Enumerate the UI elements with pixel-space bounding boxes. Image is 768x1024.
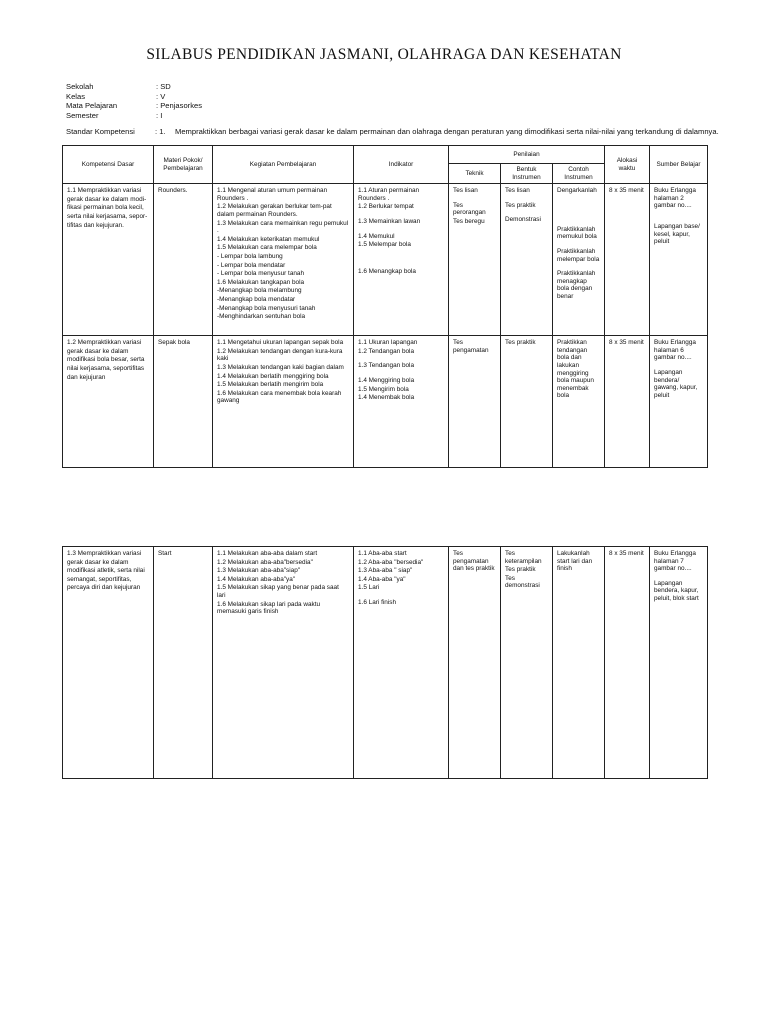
cell-line: 1.1 Aturan permainan Rounders . <box>358 187 420 202</box>
cell-alokasi <box>605 336 650 468</box>
cell-indikator <box>354 336 449 468</box>
cell-line: 1.3 Melakukan tendangan kaki bagian dalam <box>217 363 344 371</box>
cell-line: fikasi permainan bola kecil, <box>67 204 144 212</box>
info-label: Semester <box>66 110 99 120</box>
page-title: SILABUS PENDIDIKAN JASMANI, OLAHRAGA DAN KESEHATAN <box>146 46 622 63</box>
cell-line: 1.6 Menangkap bola <box>358 267 416 275</box>
cell-line: 1.4 Menembak bola <box>358 394 415 402</box>
cell-line: modifikasi bola besar, serta <box>67 356 145 364</box>
cell-line: 1.1 Ukuran lapangan <box>358 339 418 347</box>
cell-line: 1.2 Melakukan gerakan berlukar tem-pat dalam permainan Rounders. <box>217 203 332 218</box>
header-kompetensi: Kompetensi Dasar <box>63 146 154 184</box>
cell-line: -Menangkap bola menyusuri tanah <box>217 304 316 312</box>
cell-materi <box>154 336 213 468</box>
cell-line: Tes lisan <box>453 187 478 195</box>
table-row <box>63 547 708 779</box>
cell-line: 1.3 Aba-aba " siap" <box>358 567 413 575</box>
cell-line: nilai kerjasama, seportifitas <box>67 364 145 372</box>
header-bentuk: Bentuk Instrumen <box>501 164 553 184</box>
info-value: : Penjasorkes <box>156 101 203 111</box>
cell-line: 1.4 Melakukan keterikatan memukul <box>217 235 320 243</box>
cell-materi <box>154 184 213 336</box>
syllabus-table-page1 <box>62 145 708 468</box>
cell-line: 1.5 Melakukan sikap yang benar pada saat lari <box>217 584 339 599</box>
cell-line: Dengarkanlah <box>557 187 597 195</box>
cell-line: dan kejujuran <box>67 373 106 381</box>
cell-line: Buku Erlangga halaman 7 gambar no.... <box>654 550 696 573</box>
cell-line: - Lempar bola menyusur tanah <box>217 270 305 278</box>
cell-line: 1.2 Melakukan aba-aba"bersedia" <box>217 558 313 566</box>
cell-line: 1.5 Melakukan cara melempar bola <box>217 244 317 252</box>
header-teknik: Teknik <box>449 164 501 184</box>
info-row-class <box>66 92 202 102</box>
cell-line: 1.1 Mengetahui ukuran lapangan sepak bola <box>217 339 344 347</box>
cell-line: Tes praktik <box>505 339 536 347</box>
cell-teknik <box>449 184 501 336</box>
cell-line: 1.4 Melakukan berlatih menggiring bola <box>217 372 329 380</box>
cell-kompetensi <box>63 336 154 468</box>
cell-contoh <box>553 336 605 468</box>
cell-line: 8 x 35 menit <box>609 550 644 557</box>
cell-bentuk <box>501 547 553 779</box>
cell-line: Tes perorangan <box>453 201 486 217</box>
cell-line: Praktikkanlah melempar bola <box>557 247 600 263</box>
cell-line: Lakukanlah start lari dan finish <box>557 550 593 573</box>
cell-line: 1.3 Memainkan lawan <box>358 217 421 225</box>
cell-line: - Lempar bola mendatar <box>217 261 286 269</box>
cell-line: Praktikkanlah menagkap bola dengan benar <box>557 270 596 300</box>
cell-alokasi <box>605 547 650 779</box>
cell-indikator <box>354 184 449 336</box>
cell-line: -Menangkap bola mendatar <box>217 295 296 303</box>
cell-line: 1.4 Menggiring bola <box>358 376 415 384</box>
cell-kegiatan <box>213 547 354 779</box>
cell-line: 1.3 Tendangan bola <box>358 362 415 370</box>
cell-line: 1.4 Melakukan aba-aba"ya" <box>217 575 296 583</box>
cell-line: 1.3 Melakukan aba-aba"siap" <box>217 567 301 575</box>
cell-kompetensi <box>63 184 154 336</box>
cell-line: 1.3 Mempraktikkan variasi <box>67 550 142 557</box>
info-value: : SD <box>156 82 171 91</box>
cell-line: 1.1 Mempraktikkan variasi <box>67 187 142 195</box>
header-materi: Materi Pokok/ Pembelajaran <box>154 146 213 184</box>
cell-line: 1.6 Melakukan tangkapan bola <box>217 278 305 286</box>
info-label: Kelas <box>66 91 85 101</box>
cell-line: 1.1 Aba-aba start <box>358 550 407 557</box>
school-info <box>66 82 202 120</box>
cell-bentuk <box>501 184 553 336</box>
info-value: : I <box>156 110 163 120</box>
cell-line: Buku Erlangga halaman 6 gambar no.... <box>654 339 696 362</box>
cell-indikator <box>354 547 449 779</box>
cell-line: Tes beregu <box>453 217 485 225</box>
cell-line: Tes pengamatan dan tes praktik <box>453 550 495 573</box>
info-row-school <box>66 82 202 92</box>
standar-label: Standar Kompetensi <box>66 127 135 136</box>
header-alokasi: Alokasi waktu <box>605 146 650 184</box>
cell-line: -Menghindarkan sentuhan bola <box>217 313 306 321</box>
cell-line: Tes praktik <box>505 201 536 209</box>
cell-line: serta nilai kerjasama, sepor- <box>67 212 148 220</box>
cell-line: 1.5 Melakukan berlatih mengirim bola <box>217 381 324 389</box>
cell-materi <box>154 547 213 779</box>
cell-kegiatan <box>213 184 354 336</box>
header-contoh: Contoh Instrumen <box>553 164 605 184</box>
cell-line: Start <box>158 550 172 557</box>
cell-line: 1.2 Tendangan bola <box>358 347 415 355</box>
cell-line: 1.5 Lari <box>358 584 380 592</box>
cell-contoh <box>553 547 605 779</box>
cell-sumber <box>650 547 708 779</box>
syllabus-table-page2 <box>62 546 708 779</box>
header-kegiatan: Kegiatan Pembelajaran <box>213 146 354 184</box>
cell-line: modifikasi atletik, serta nilai <box>67 567 145 575</box>
cell-line: tifitas dan kejujuran. <box>67 221 124 229</box>
info-label: Mata Pelajaran <box>66 101 118 111</box>
cell-line: 1.2 Melakukan tendangan dengan kura-kura kaki <box>217 347 343 363</box>
cell-line: 1.4 Aba-aba "ya" <box>358 575 406 583</box>
cell-line: Tes lisan <box>505 187 530 195</box>
cell-line: - Lempar bola lambung <box>217 252 283 260</box>
info-label: Sekolah <box>66 82 94 91</box>
standar-number: : 1. <box>155 127 166 136</box>
table-row <box>63 336 708 468</box>
standar-text: Mempraktikkan berbagai variasi gerak dasar ke dalam permainan dan olahraga dengan peraturan yang dimodifikasi serta nilai-nilai yang terkandung di dalamnya. <box>175 127 719 136</box>
cell-line: 1.6 Lari finish <box>358 598 397 606</box>
info-row-semester <box>66 111 202 121</box>
cell-line: gerak dasar ke dalam modi- <box>67 195 147 203</box>
cell-line: Tes pengamatan <box>453 339 489 354</box>
cell-line: Sepak bola <box>158 339 190 347</box>
cell-contoh <box>553 184 605 336</box>
cell-line: 1.6 Melakukan cara menembak bola kearah gawang <box>217 389 342 405</box>
cell-sumber <box>650 184 708 336</box>
cell-line: 1.2 Berlukar tempat <box>358 203 414 211</box>
cell-line: gerak dasar ke dalam <box>67 558 129 566</box>
header-penilaian: Penilaian <box>449 146 605 164</box>
cell-line: Lapangan bendera, kapur, peluit, blok start <box>654 579 699 602</box>
cell-line: Praktikkanlah memukul bola <box>557 225 597 241</box>
cell-line: 1.2 Aba-aba "bersedia" <box>358 558 424 566</box>
cell-line: 1.1 Mengenal aturan umum permainan Rounders . <box>217 187 328 202</box>
header-row <box>63 146 708 164</box>
cell-line: semangat, seportifitas, <box>67 575 132 583</box>
cell-line: Tes demonstrasi <box>505 574 540 590</box>
header-sumber: Sumber Belajar <box>650 146 708 184</box>
info-value: : V <box>156 91 166 101</box>
cell-line: 1.3 Melakukan cara memainkan regu pemukul . <box>217 219 349 235</box>
cell-line: 1.2 Mempraktikkan variasi <box>67 339 142 347</box>
cell-line: Lapangan bendera/ gawang, kapur, peluit <box>654 368 698 399</box>
cell-line: Rounders. <box>158 187 188 195</box>
cell-line: Tes keterampilan <box>505 550 542 565</box>
cell-alokasi <box>605 184 650 336</box>
cell-line: Lapangan base/ kesel, kapur, peluit <box>654 222 700 246</box>
cell-line: 1.5 Mengirim bola <box>358 385 409 393</box>
cell-line: 1.5 Melempar bola <box>358 241 411 249</box>
cell-line: 8 x 35 menit <box>609 187 644 195</box>
cell-line: 8 x 35 menit <box>609 339 644 347</box>
cell-teknik <box>449 336 501 468</box>
standar-kompetensi <box>66 127 719 136</box>
cell-line: Buku Erlangga halaman 2 gambar no.... <box>654 187 696 210</box>
cell-line: Praktikkan tendangan bola dan lakukan menggiring bola maupun menembak bola <box>557 339 594 400</box>
cell-kegiatan <box>213 336 354 468</box>
cell-line: gerak dasar ke dalam <box>67 347 129 355</box>
cell-line: Demonstrasi <box>505 216 541 224</box>
cell-sumber <box>650 336 708 468</box>
cell-line: 1.4 Memukul <box>358 232 395 240</box>
cell-line: 1.6 Melakukan sikap lari pada waktu memasuki garis finish <box>217 600 321 616</box>
cell-line: Tes praktik <box>505 566 536 574</box>
cell-line: percaya diri dan kejujuran <box>67 584 141 592</box>
cell-line: 1.1 Melakukan aba-aba dalam start <box>217 550 318 557</box>
cell-line: -Menangkap bola melambung <box>217 287 302 295</box>
cell-teknik <box>449 547 501 779</box>
cell-bentuk <box>501 336 553 468</box>
table-row <box>63 184 708 336</box>
cell-kompetensi <box>63 547 154 779</box>
header-indikator: Indikator <box>354 146 449 184</box>
info-row-subject <box>66 101 202 111</box>
